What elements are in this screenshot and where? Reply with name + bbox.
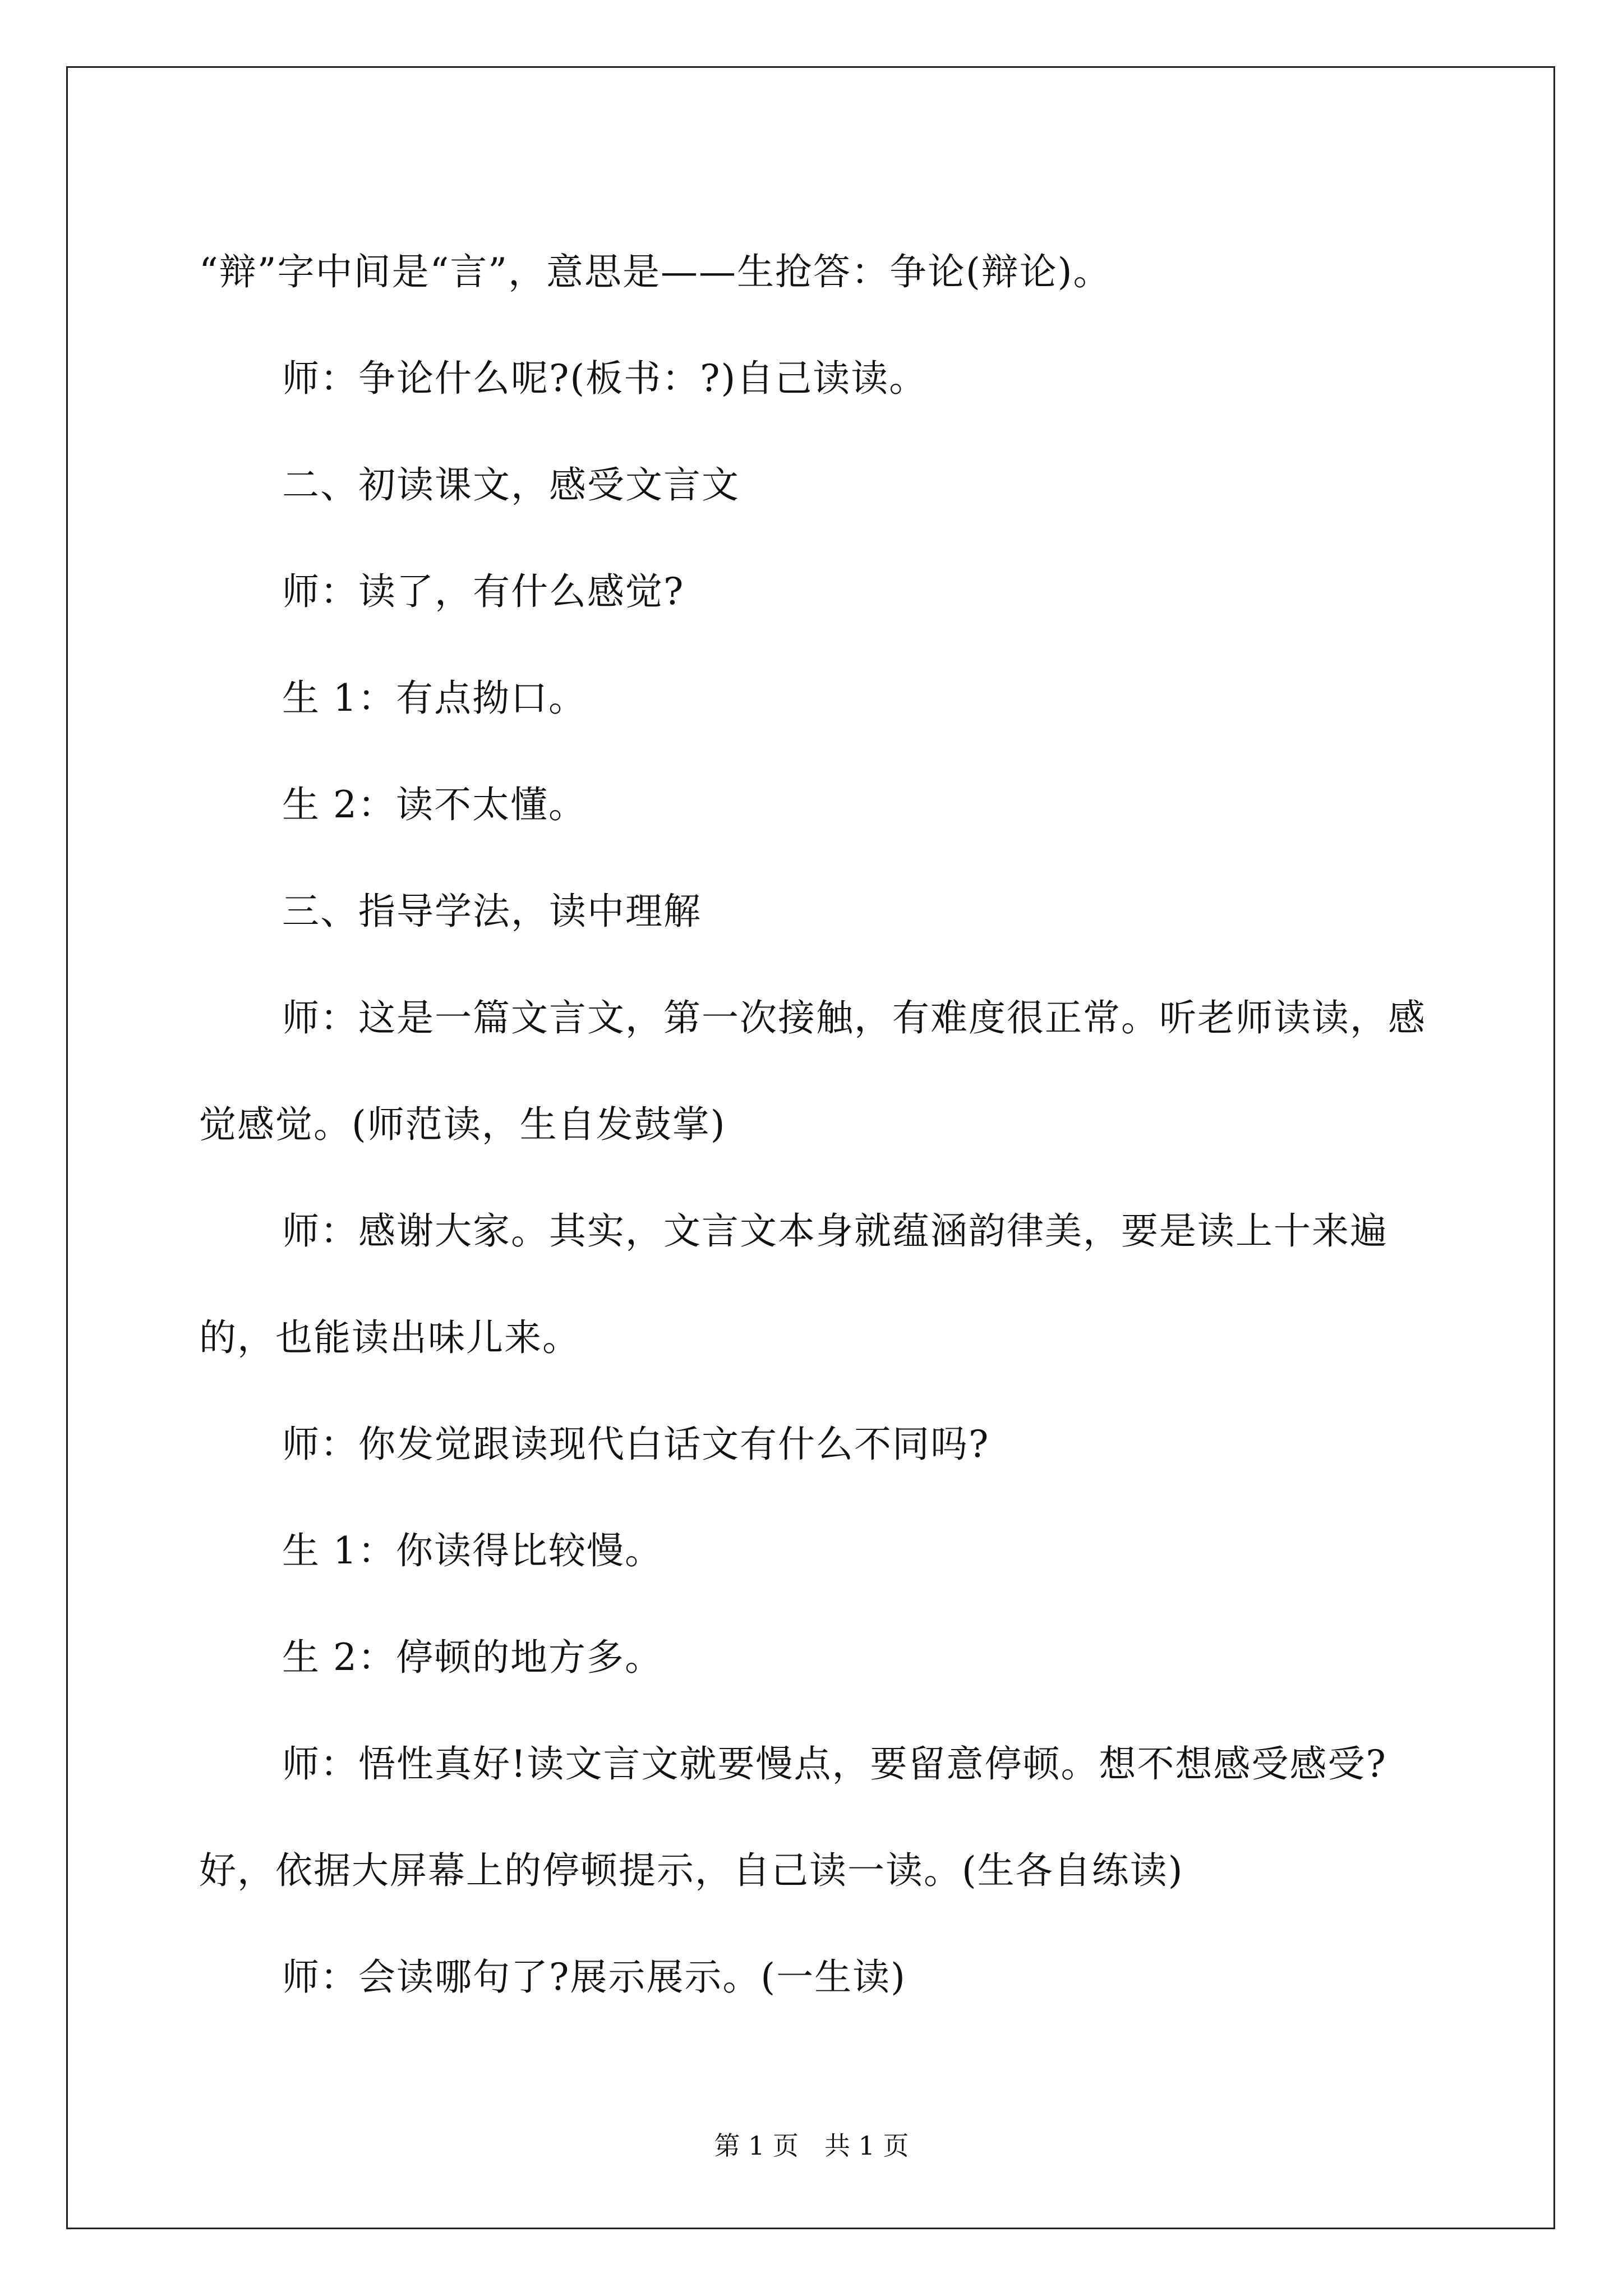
page-footer: 第 1 页 共 1 页 xyxy=(714,2131,909,2161)
paragraph-14: 师：会读哪句了?展示展示。(一生读) xyxy=(282,1955,906,1999)
paragraph-6: 生 2：读不太懂。 xyxy=(282,783,587,826)
section-heading-2: 二、初读课文，感受文言文 xyxy=(282,463,740,507)
paragraph-12: 生 2：停顿的地方多。 xyxy=(282,1636,663,1679)
paragraph-1: “辩”字中间是“言”，意思是——生抢答：争论(辩论)。 xyxy=(199,250,1112,293)
document-body xyxy=(199,219,1450,2031)
paragraph-11: 生 1：你读得比较慢。 xyxy=(282,1529,663,1572)
paragraph-5: 生 1：有点拗口。 xyxy=(282,677,587,720)
paragraph-4: 师：读了，有什么感觉? xyxy=(282,570,685,613)
paragraph-9: 师：感谢大家。其实，文言文本身就蕴涵韵律美，要是读上十来遍的，也能读出味儿来。 xyxy=(199,1209,1388,1359)
paragraph-10: 师：你发觉跟读现代白话文有什么不同吗? xyxy=(282,1423,990,1466)
paragraph-8: 师：这是一篇文言文，第一次接触，有难度很正常。听老师读读，感觉感觉。(师范读，生自发鼓掌) xyxy=(199,996,1426,1146)
paragraph-13: 师：悟性真好!读文言文就要慢点，要留意停顿。想不想感受感受?好，依据大屏幕上的停顿提示，自己读一读。(生各自练读) xyxy=(199,1742,1387,1892)
section-heading-3: 三、指导学法，读中理解 xyxy=(282,890,702,933)
paragraph-2: 师：争论什么呢?(板书：?)自己读读。 xyxy=(282,357,928,400)
